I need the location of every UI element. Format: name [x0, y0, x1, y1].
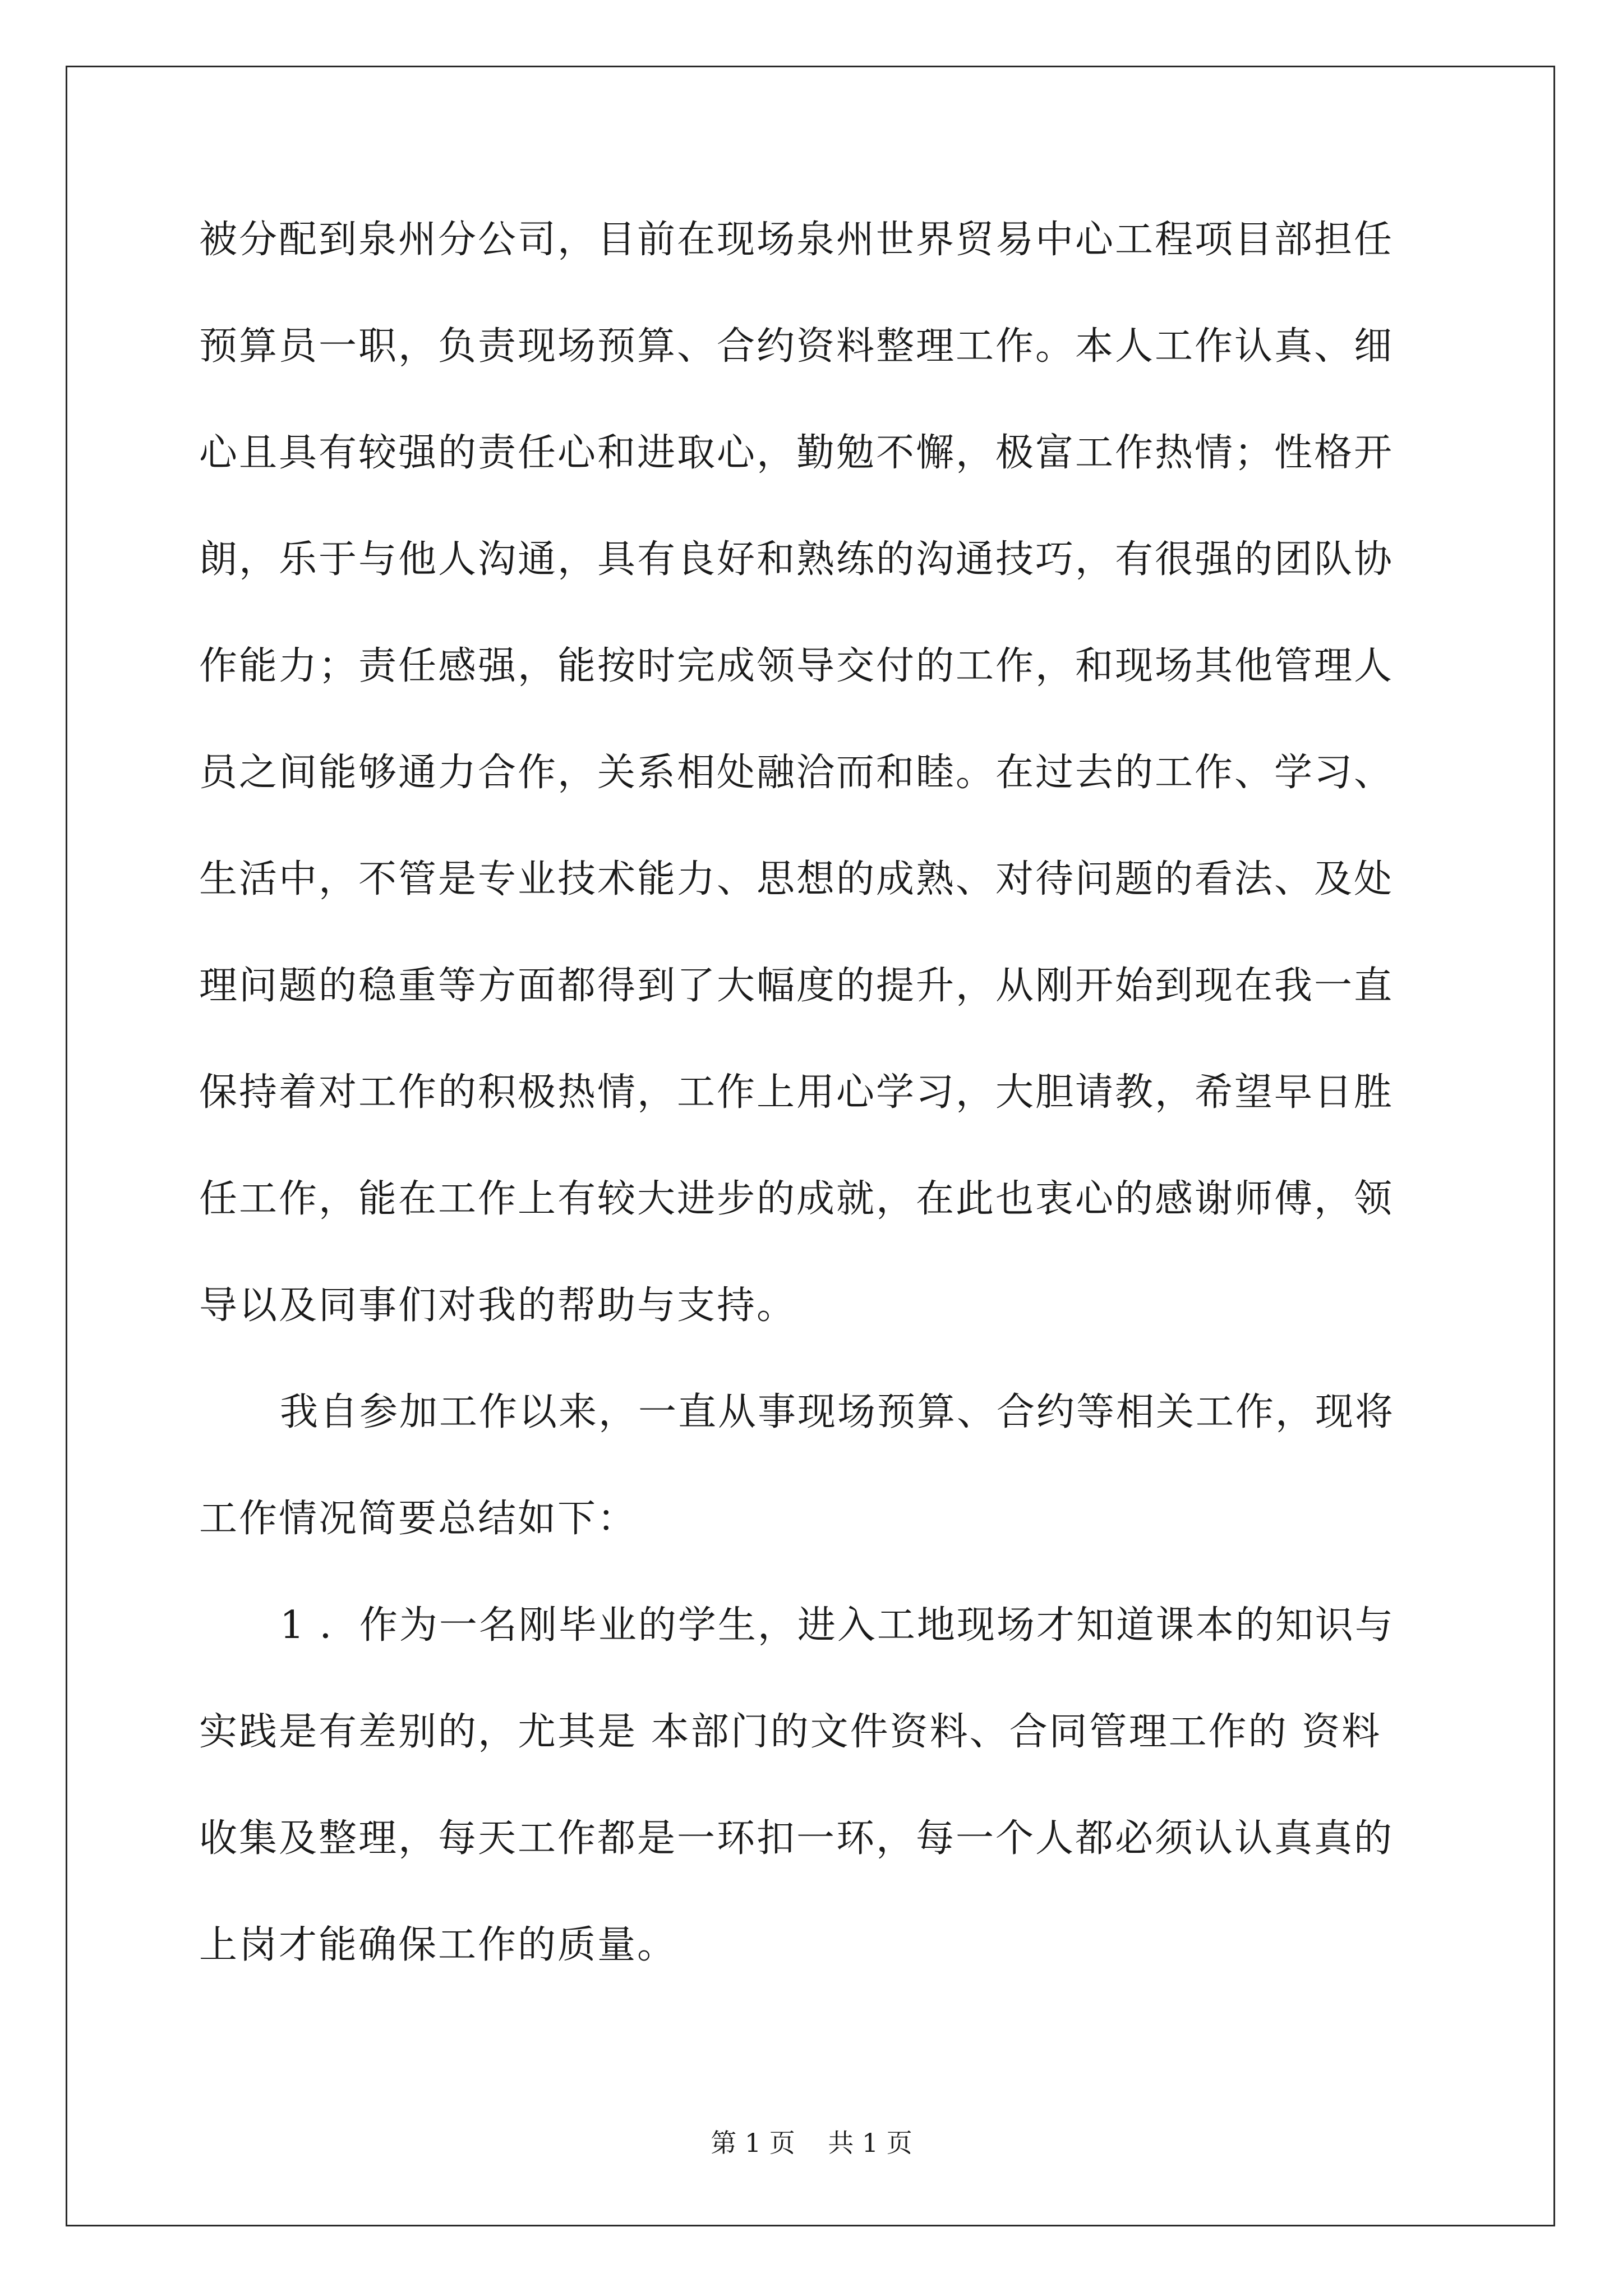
text-line: 朗，乐于与他人沟通，具有良好和熟练的沟通技巧，有很强的团队协	[199, 537, 1394, 582]
text-line: 实践是有差别的，尤其是 本部门的文件资料、合同管理工作的 资料	[199, 1710, 1382, 1754]
text-line: 保持着对工作的积极热情，工作上用心学习，大胆请教，希望早日胜	[199, 1070, 1394, 1115]
text-line: 被分配到泉州分公司，目前在现场泉州世界贸易中心工程项目部担任	[199, 218, 1394, 262]
text-line: 导以及同事们对我的帮助与支持。	[199, 1283, 797, 1328]
text-line: 员之间能够通力合作，关系相处融洽而和睦。在过去的工作、学习、	[199, 751, 1394, 795]
text-line: 上岗才能确保工作的质量。	[199, 1923, 677, 1967]
text-line: 作能力；责任感强，能按时完成领导交付的工作，和现场其他管理人	[199, 644, 1394, 688]
text-line: 心且具有较强的责任心和进取心，勤勉不懈，极富工作热情；性格开	[199, 431, 1394, 475]
page-number-footer: 第 1 页 共 1 页	[711, 2128, 912, 2158]
text-line: 工作情况简要总结如下：	[199, 1497, 638, 1541]
text-line: 预算员一职，负责现场预算、合约资料整理工作。本人工作认真、细	[199, 324, 1394, 369]
numbered-item-line: 1 ．作为一名刚毕业的学生，进入工地现场才知道课本的知识与	[280, 1603, 1395, 1648]
text-line: 任工作，能在工作上有较大进步的成就，在此也衷心的感谢师傅，领	[199, 1177, 1394, 1221]
text-line: 收集及整理，每天工作都是一环扣一环，每一个人都必须认认真真的	[199, 1816, 1394, 1861]
paragraph-start-line: 我自参加工作以来，一直从事现场预算、合约等相关工作，现将	[280, 1390, 1395, 1434]
text-line: 理问题的稳重等方面都得到了大幅度的提升，从刚开始到现在我一直	[199, 964, 1394, 1008]
document-body	[199, 206, 1427, 2018]
text-line: 生活中，不管是专业技术能力、思想的成熟、对待问题的看法、及处	[199, 857, 1394, 901]
